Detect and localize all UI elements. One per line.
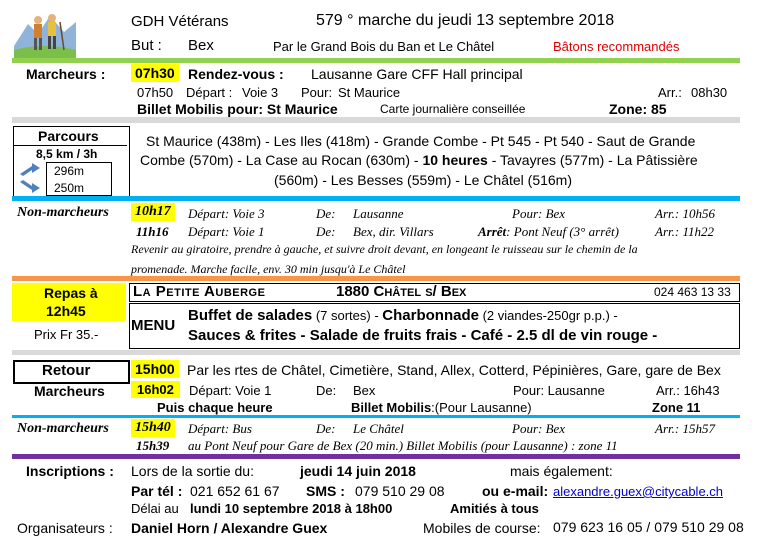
nm2-desc: au Pont Neuf pour Gare de Bex (20 min.) Billet Mobilis (pour Lausanne) : zone 11 [188, 438, 618, 453]
billet-mobilis: Billet Mobilis pour: St Maurice [137, 101, 338, 117]
rdv-label: Rendez-vous : [188, 66, 284, 82]
grey-divider [12, 117, 740, 123]
inscriptions-date: jeudi 14 juin 2018 [300, 463, 416, 479]
restaurant-name: La Petite Auberge [133, 283, 266, 300]
marcheurs-pour-label: Pour: [301, 85, 333, 100]
retour-puis: Puis chaque heure [157, 400, 273, 415]
restaurant-phone: 024 463 13 33 [654, 285, 731, 299]
amities: Amitiés à tous [450, 501, 539, 516]
menu-line1 [188, 307, 618, 324]
nm2-arr: Arr.: 15h57 [655, 421, 715, 436]
carte-note: Carte journalière conseillée [380, 102, 526, 116]
marcheurs-arr-label: Arr.: [658, 85, 682, 100]
repas-label1: Repas à [44, 285, 98, 301]
menu-buffet-note: (7 sortes) - [312, 308, 383, 323]
parcours-line1: St Maurice (438m) - Les Iles (418m) - Grande Combe - Pt 545 - Pt 540 - Saut de Grande [146, 133, 696, 149]
tel-value: 021 652 61 67 [190, 483, 280, 499]
but-value: Bex [188, 37, 214, 54]
repas-prix: Prix Fr 35.- [34, 327, 99, 342]
parcours-line2a: Combe (570m) - La Case au Rocan (630m) - [140, 152, 423, 168]
nm1-de1-value: Lausanne [353, 206, 404, 221]
distance-box [14, 145, 127, 146]
retour-de-label: De: [316, 383, 337, 398]
nm1-de2-label: De: [316, 224, 336, 239]
email-label: ou e-mail: [482, 483, 549, 499]
nm2-time1: 15h40 [131, 419, 175, 437]
elevation-arrows-icon [18, 162, 44, 199]
retour-label: Retour [42, 362, 91, 379]
grey-divider-2 [12, 350, 740, 355]
parcours-line2c: - Tavayres (577m) - La Pâtissière [487, 152, 698, 168]
marcheurs-time2: 07h50 [137, 85, 174, 100]
retour-billet-label: Billet Mobilis [351, 400, 432, 415]
route-title: Par le Grand Bois du Ban et Le Châtel [273, 39, 495, 54]
nm1-time2: 11h16 [136, 224, 169, 239]
sms-label: SMS : [306, 483, 345, 499]
parcours-label: Parcours [38, 128, 99, 144]
nm1-pour1: Pour: Bex [512, 206, 566, 221]
delai-date: lundi 10 septembre 2018 à 18h00 [190, 501, 393, 516]
marcheurs-zone: Zone: 85 [609, 101, 667, 117]
org-name: GDH Vétérans [131, 13, 229, 30]
nm1-arret [478, 224, 619, 240]
batons-note: Bâtons recommandés [553, 39, 680, 54]
nm2-de-label: De: [316, 421, 336, 436]
nm1-depart1: Départ: Voie 3 [188, 206, 265, 221]
retour-time1: 15h00 [131, 360, 179, 378]
walk-title: 579 ° marche du jeudi 13 septembre 2018 [316, 12, 615, 29]
menu-charbonnade: Charbonnade [382, 307, 479, 324]
marcheurs-depart: Départ : [186, 85, 233, 100]
repas-label2: 12h45 [46, 303, 86, 319]
nm1-time1: 10h17 [131, 203, 175, 221]
retour-arr: Arr.: 16h43 [656, 383, 720, 398]
orange-divider [12, 276, 740, 281]
parcours-distance: 8,5 km / 3h [36, 147, 98, 161]
retour-billet [351, 400, 532, 415]
parcours-line2 [140, 152, 698, 168]
retour-depart: Départ: Voie 1 [189, 383, 272, 398]
nm1-depart2: Départ: Voie 1 [188, 224, 265, 239]
non-marcheurs-label-2: Non-marcheurs [17, 421, 109, 436]
elevation-up: 296m [54, 164, 85, 178]
retour-marcheurs: Marcheurs [34, 383, 105, 399]
nm2-depart: Départ: Bus [188, 421, 252, 436]
sms-value: 079 510 29 08 [355, 483, 445, 499]
restaurant-address: 1880 Châtel s/ Bex [336, 283, 467, 300]
mobiles-label: Mobiles de course: [423, 520, 541, 536]
retour-route: Par les rtes de Châtel, Cimetière, Stand, Allex, Cotterd, Pépinières, Gare, gare de Bex [187, 362, 721, 378]
nm1-de1-label: De: [316, 206, 336, 221]
marcheurs-voie: Voie 3 [242, 85, 279, 100]
blue-divider [12, 196, 740, 201]
nm1-arr1: Arr.: 10h56 [655, 206, 715, 221]
delai-label: Délai au [131, 501, 179, 516]
inscriptions-lors: Lors de la sortie du: [131, 463, 254, 479]
parcours-ten-heures: 10 heures [422, 152, 488, 168]
inscriptions-label: Inscriptions : [26, 463, 114, 479]
menu-line2: Sauces & frites - Salade de fruits frais - Café - 2.5 dl de vin rouge - [188, 327, 658, 344]
rdv-value: Lausanne Gare CFF Hall principal [311, 66, 523, 82]
retour-de-value: Bex [353, 383, 376, 398]
nm1-arret-value: : Pont Neuf (3° arrêt) [506, 224, 619, 239]
nm1-de2-value: Bex, dir. Villars [353, 224, 434, 239]
retour-time2: 16h02 [131, 381, 180, 398]
nm1-desc1: Revenir au giratoire, prendre à gauche, et suivre droit devant, en longeant le ruisseau sur le chemin de la [131, 242, 638, 256]
retour-pour: Pour: Lausanne [513, 383, 605, 398]
elevation-down: 250m [54, 181, 85, 195]
marcheurs-pour-value: St Maurice [338, 85, 401, 100]
menu-buffet: Buffet de salades [188, 307, 313, 324]
nm1-arret-label: Arrêt [478, 224, 507, 239]
purple-divider [12, 454, 740, 459]
marcheurs-arr-value: 08h30 [691, 85, 728, 100]
tel-label: Par tél : [131, 483, 183, 499]
organisateurs-label: Organisateurs : [17, 520, 113, 536]
non-marcheurs-label: Non-marcheurs [17, 205, 109, 220]
menu-charbonnade-note: (2 viandes-250gr p.p.) - [478, 308, 618, 323]
nm2-de-value: Le Châtel [353, 421, 404, 436]
green-divider [12, 58, 740, 63]
nm1-desc2: promenade. Marche facile, env. 30 min jusqu'à Le Châtel [131, 262, 406, 276]
hikers-logo [14, 6, 76, 58]
inscriptions-mais: mais également: [510, 463, 613, 479]
parcours-line3: (560m) - Les Besses (559m) - Le Châtel (516m) [274, 172, 572, 188]
blue-divider-2 [12, 415, 740, 418]
menu-label: MENU [131, 317, 176, 334]
email-link[interactable]: alexandre.guex@citycable.ch [553, 484, 724, 499]
marcheurs-time: 07h30 [131, 64, 179, 82]
retour-billet-pour: :(Pour Lausanne) [431, 400, 532, 415]
marcheurs-label: Marcheurs : [26, 66, 106, 82]
retour-zone: Zone 11 [652, 400, 701, 415]
organisateurs-value: Daniel Horn / Alexandre Guex [131, 520, 328, 536]
but-label: But : [131, 37, 162, 54]
nm2-pour: Pour: Bex [512, 421, 566, 436]
nm1-arr2: Arr.: 11h22 [655, 224, 714, 239]
nm2-time2: 15h39 [136, 438, 170, 453]
mobiles-value: 079 623 16 05 / 079 510 29 08 [553, 519, 744, 535]
